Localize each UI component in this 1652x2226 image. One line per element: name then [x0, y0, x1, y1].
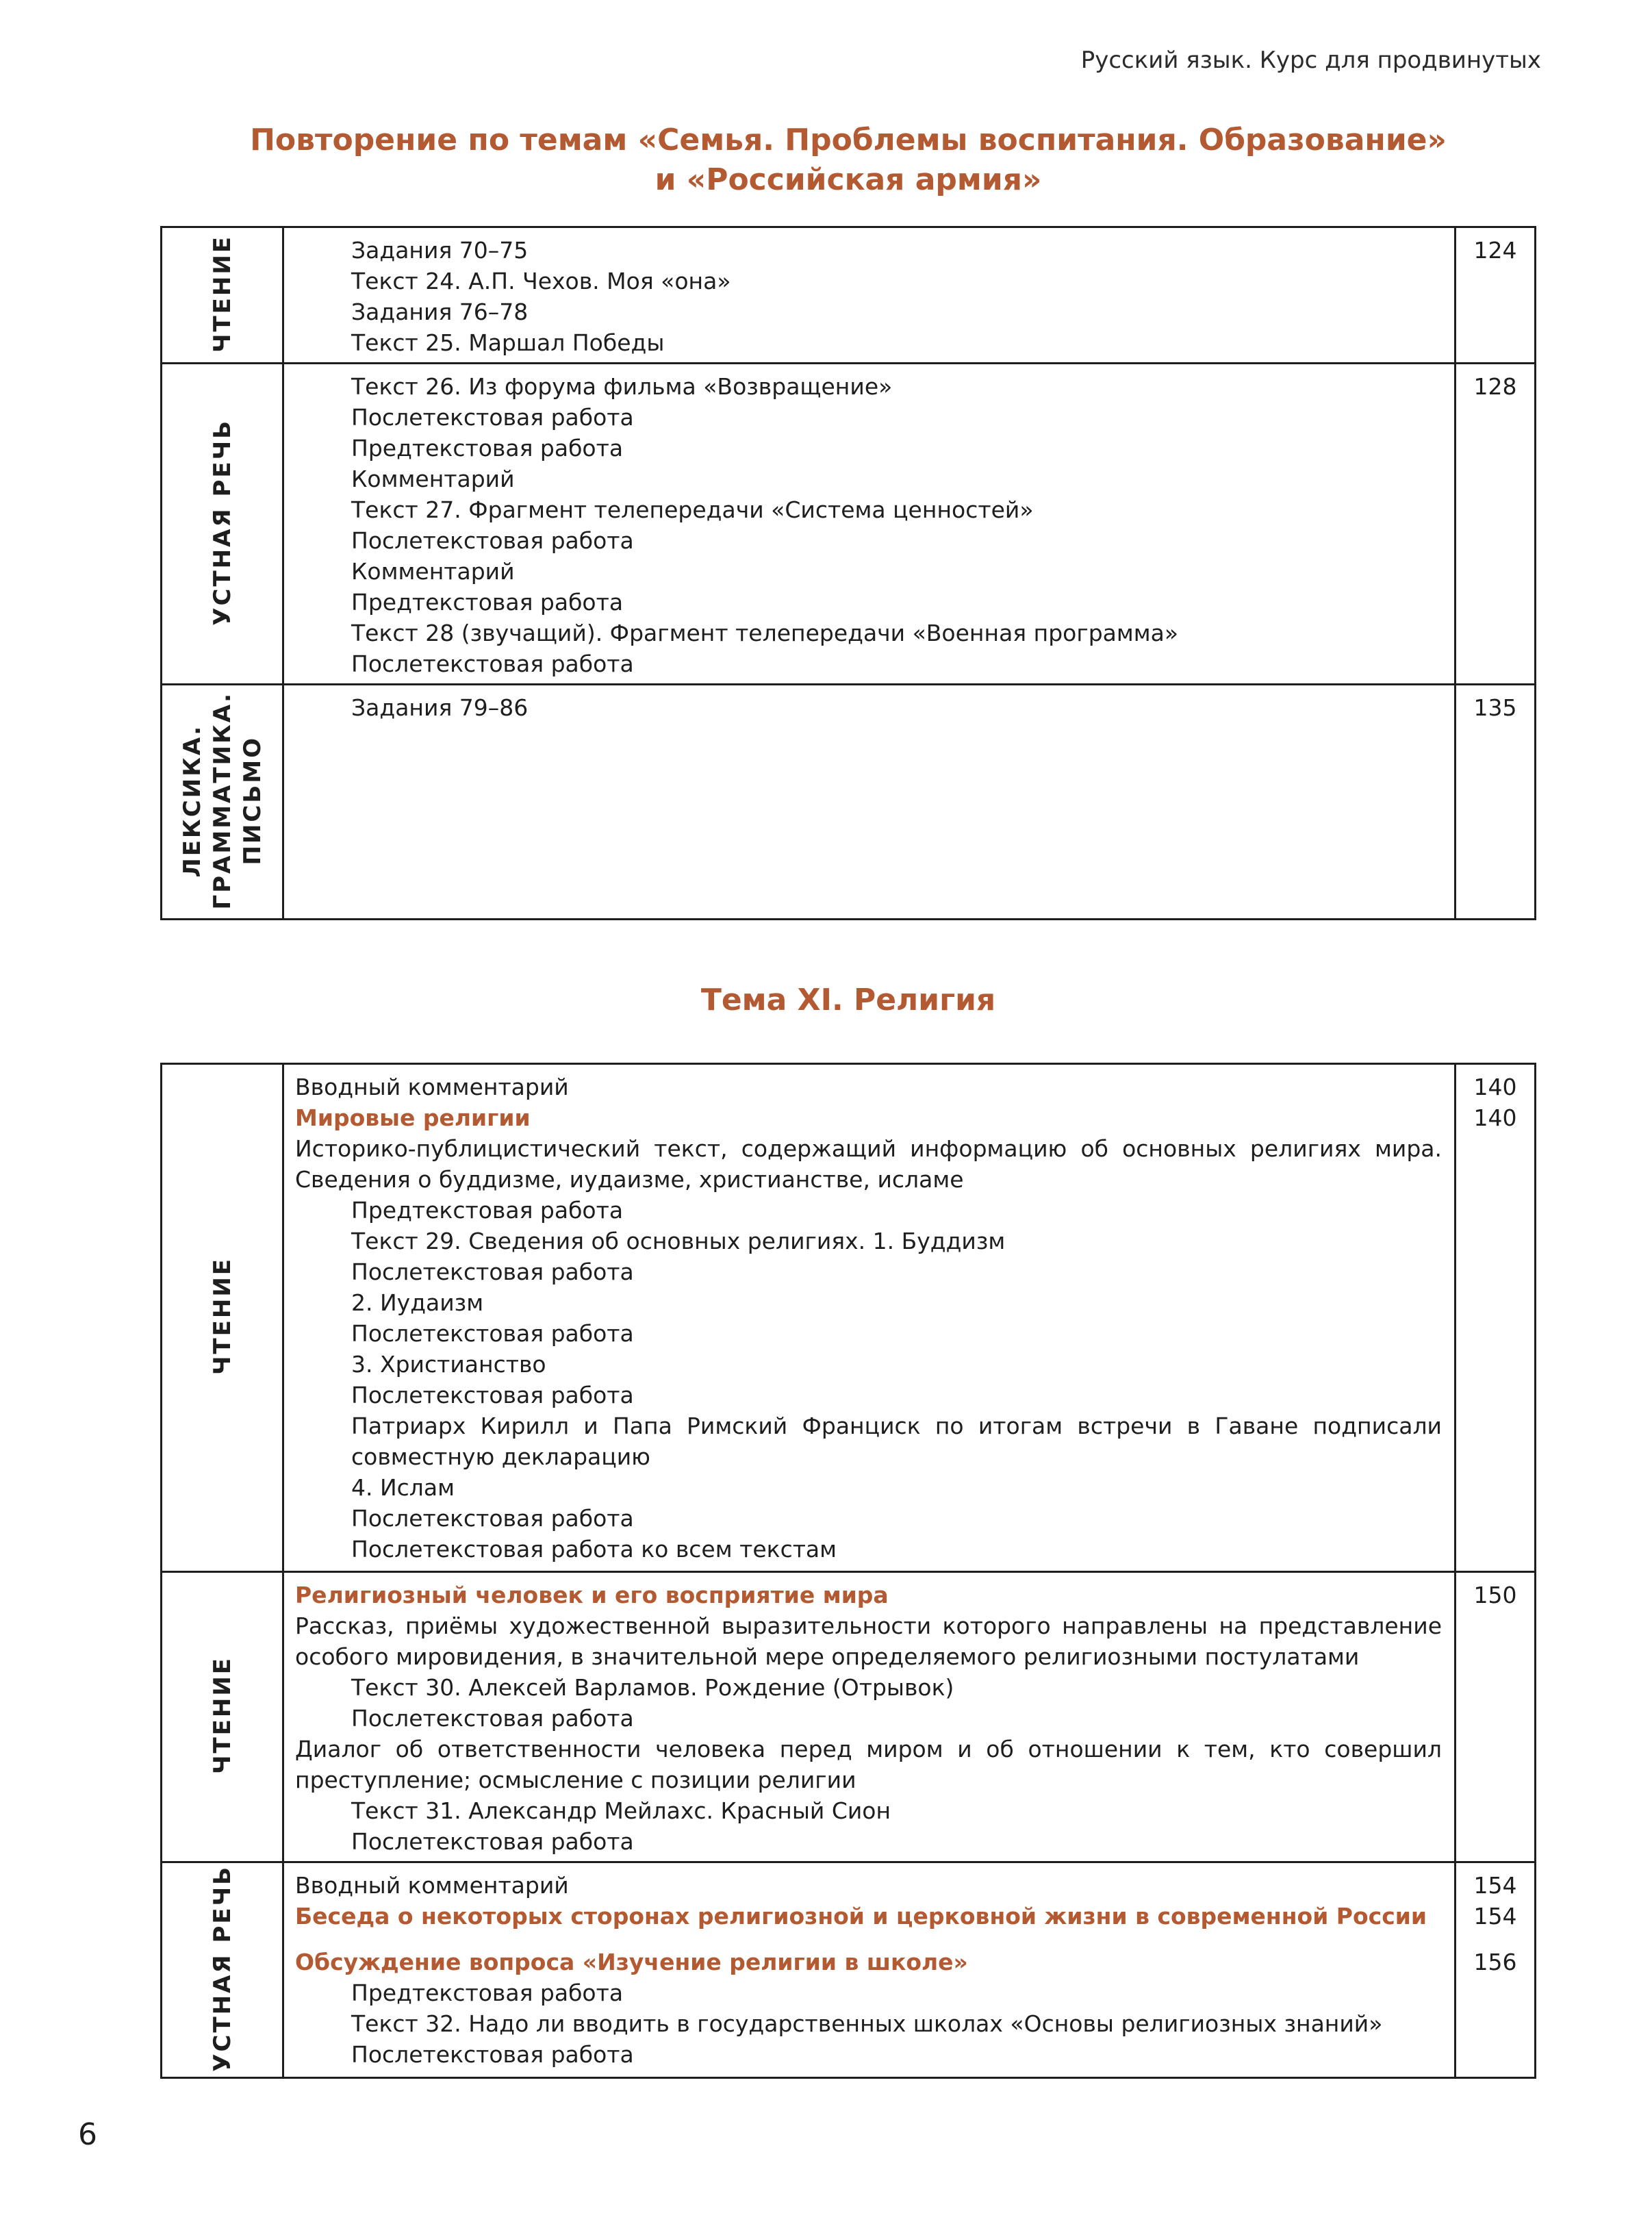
toc-line: Послетекстовая работа: [351, 1320, 634, 1347]
toc-line: Текст 30. Алексей Варламов. Рождение (Отрывок): [351, 1674, 954, 1701]
page-number: 6: [78, 2117, 97, 2152]
toc-line: Текст 28 (звучащий). Фрагмент телепередачи «Военная программа»: [351, 620, 1179, 646]
section-title-religion: Тема XI. Религия: [700, 983, 996, 1017]
toc-line: Послетекстовая работа: [351, 1259, 634, 1285]
toc-line: Предтекстовая работа: [351, 589, 624, 616]
toc-row-content: [283, 1064, 1456, 1572]
toc-line: Текст 27. Фрагмент телепередачи «Система ценностей»: [351, 496, 1034, 523]
toc-row-content: [283, 1862, 1456, 2078]
page-ref: 135: [1456, 685, 1536, 920]
page-ref: 150: [1456, 1572, 1536, 1862]
page-ref: [1456, 1862, 1536, 2078]
toc-row: [162, 1064, 1536, 1572]
toc-line: 4. Ислам: [351, 1474, 455, 1501]
toc-table-review: [160, 226, 1536, 920]
page-ref: [1456, 1064, 1536, 1572]
toc-heading: Религиозный человек и его восприятие мира: [295, 1582, 889, 1608]
toc-line: Послетекстовая работа: [351, 1382, 634, 1408]
page-ref: 128: [1456, 364, 1536, 685]
toc-line: Текст 32. Надо ли вводить в государственных школах «Основы религиозных знаний»: [351, 2010, 1383, 2037]
toc-row-content: [283, 685, 1456, 920]
section-title-review: [0, 121, 1652, 200]
toc-line: Послетекстовая работа: [351, 404, 634, 431]
toc-description: Историко-публицистический текст, содержащий информацию об основных религиях мира. Сведения о буддизме, иудаизме, христианстве, исламе: [295, 1135, 1442, 1193]
toc-table-religion: [160, 1063, 1536, 2079]
toc-line: Послетекстовая работа: [351, 527, 634, 554]
page-ref-number: 156: [1473, 1949, 1517, 1975]
section-side-label: УСТНАЯ РЕЧЬ: [162, 364, 283, 685]
page-ref-number: 140: [1473, 1074, 1517, 1100]
toc-row: [162, 227, 1536, 364]
toc-row: [162, 364, 1536, 685]
toc-line: Текст 31. Александр Мейлахс. Красный Сион: [351, 1797, 891, 1824]
toc-row: [162, 1572, 1536, 1862]
toc-row: [162, 1862, 1536, 2078]
toc-description: Диалог об ответственности человека перед миром и об отношении к тем, кто совершил преступление; осмысление с позиции религии: [295, 1736, 1442, 1793]
toc-line: Послетекстовая работа: [351, 650, 634, 677]
section-side-label: ЛЕКСИКА. ГРАММАТИКА. ПИСЬМО: [162, 685, 283, 920]
section-title-line1: Повторение по темам «Семья. Проблемы воспитания. Образование»: [250, 123, 1447, 157]
page-ref-number: 154: [1473, 1872, 1517, 1899]
toc-line: Патриарх Кирилл и Папа Римский Франциск по итогам встречи в Гаване подписали совместную декларацию: [351, 1413, 1442, 1470]
toc-line: Комментарий: [351, 558, 515, 585]
toc-line: Послетекстовая работа: [351, 1828, 634, 1855]
toc-line: Предтекстовая работа: [351, 1197, 624, 1224]
toc-line: Послетекстовая работа ко всем текстам: [351, 1536, 837, 1563]
page-ref: 124: [1456, 227, 1536, 364]
section-side-label: ЧТЕНИЕ: [162, 1064, 283, 1572]
toc-line: Текст 26. Из форума фильма «Возвращение»: [351, 373, 893, 400]
toc-line: Текст 29. Сведения об основных религиях. 1. Буддизм: [351, 1228, 1006, 1254]
toc-row: [162, 685, 1536, 920]
toc-description: Рассказ, приёмы художественной выразительности которого направлены на представление особого мировидения, в значительной мере определяемого религиозными постулатами: [295, 1612, 1442, 1670]
section-side-label: УСТНАЯ РЕЧЬ: [162, 1862, 283, 2078]
toc-line: Предтекстовая работа: [351, 1980, 624, 2006]
section-title-line2: и «Российская армия»: [655, 162, 1042, 197]
toc-line: Вводный комментарий: [295, 1074, 569, 1100]
toc-row-content: [283, 227, 1456, 364]
section-side-label: ЧТЕНИЕ: [162, 227, 283, 364]
toc-line: Задания 79–86: [351, 694, 529, 721]
toc-line: Задания 70–75: [351, 237, 529, 264]
toc-line: Текст 24. А.П. Чехов. Моя «она»: [351, 268, 731, 294]
toc-line: Задания 76–78: [351, 299, 529, 325]
page-ref-number: 154: [1473, 1903, 1517, 1930]
section-side-label: ЧТЕНИЕ: [162, 1572, 283, 1862]
toc-line: 3. Христианство: [351, 1351, 546, 1378]
running-header: Русский язык. Курс для продвинутых: [1080, 47, 1541, 74]
toc-heading: Обсуждение вопроса «Изучение религии в школе»: [295, 1949, 968, 1975]
toc-line: Послетекстовая работа: [351, 1705, 634, 1732]
toc-line: Предтекстовая работа: [351, 435, 624, 461]
toc-line: Послетекстовая работа: [351, 2041, 634, 2068]
toc-line: Вводный комментарий: [295, 1872, 569, 1899]
toc-line: 2. Иудаизм: [351, 1289, 484, 1316]
toc-row-content: [283, 364, 1456, 685]
toc-heading: Беседа о некоторых сторонах религиозной и церковной жизни в современной России: [295, 1903, 1427, 1930]
toc-heading: Мировые религии: [295, 1104, 531, 1131]
toc-line: Комментарий: [351, 466, 515, 492]
toc-line: Послетекстовая работа: [351, 1505, 634, 1532]
toc-row-content: [283, 1572, 1456, 1862]
toc-line: Текст 25. Маршал Победы: [351, 329, 665, 356]
page-ref-number: 140: [1473, 1104, 1517, 1131]
